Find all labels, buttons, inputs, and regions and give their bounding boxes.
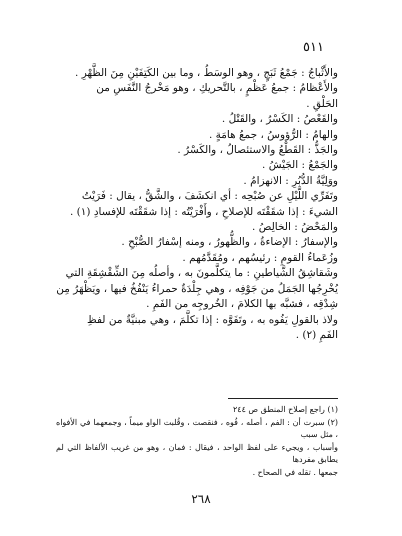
text-line: يُخْرِجُها الجَمَلُ من جَوْفِه ، وهي جِلْدَةٌ حمراءُ يَنْفُخُ فيها ، ويَظْهَرُ مِن — [56, 282, 338, 295]
text-line: والإسفارُ : الإضاءةُ ، والظُّهورُ ، ومنه إسْفارُ الصُّبْحِ . — [121, 236, 338, 249]
footnote-line: (٢) سبرت أن : الفم ، أصله ، فُوه ، فنقصت ، وقُلبت الواو ميماً ، وجمعهما في الأفواه ، مثل سبب — [56, 417, 338, 439]
footnote-line: جمعها . تقله في الصحاح . — [252, 467, 338, 477]
text-line: والأَثْباجُ : جَمْعُ ثَبَجٍ ، وهو الوسَطُ ، وما بين الكَتِفَيْنِ مِنَ الظَّهْرِ . — [75, 67, 338, 79]
text-line: والمَحْضُ : الخالِصُ . — [252, 221, 338, 234]
footnote-line: (١) راجع إصلاح المنطق ص ٢٤٤ — [233, 405, 338, 414]
text-line: والأَعْظامُ : جمعُ عَظْمٍ ، بالتَّحريكِ ، وهو مَخْرجُ النَّفَسِ من — [96, 82, 338, 95]
text-line: الفَمِ (٢) . — [295, 328, 338, 341]
text-line: والهامُ : الرُّؤوسُ ، جمعُ هامَةٍ . — [208, 128, 338, 141]
main-text-body — [56, 66, 338, 343]
text-line: والجَذُّ : القَطْعُ والاستئصالُ ، والكَسْرُ . — [177, 144, 338, 157]
text-line: ولاذ بالقولِ يَفُوه به ، وتَفَوَّه : إذا تكلَّمَ ، وهي مبنيَّةٌ من لفظِ — [87, 313, 338, 326]
text-line: شِدْقِه ، فشبَّه بها الكلامَ ، الخُروجِه من الفَمِ . — [146, 298, 338, 311]
text-line: الشيءَ : إذا شقَقْتَه للإصلاحِ ، وأَفْرَيْتُه : إذا شقَقْتَه للإفسادِ (١) . — [70, 205, 338, 218]
footnote-line: وأسباب ، ويجيء على لفظ الواحد ، فيقال : فمان ، وهو من غريب الألفاظ التي لم يطابق مفردها — [56, 442, 338, 464]
footnotes — [56, 404, 338, 479]
text-line: وتَفَرِّي اللَّيْلِ عن صُبْحِه : أي انكشَفَ ، والشَّقُّ ، يقال : فَرَيْتُ — [81, 190, 338, 203]
text-line: وزُعَماءُ القومِ : رئيسُهم ، ومُقَدَّمُهم . — [182, 251, 338, 264]
text-line: الحَلْقِ . — [306, 97, 338, 110]
text-line: وشَقاشِقُ الشَّياطينِ : ما يتكلَّمونَ به ، وأصلُه مِنَ الشِّقْشِقَةِ التي — [65, 267, 338, 280]
header-page-number: ٥١١ — [303, 40, 324, 55]
text-line: والقَعْصُ : الكَسْرُ ، والقَتْلُ . — [221, 113, 338, 126]
text-line: ووَلِيَّةُ الدُّبُرِ : الانهزامُ . — [243, 174, 338, 187]
footer-page-number: ٢٦٨ — [191, 492, 211, 506]
footnote-divider — [228, 398, 338, 399]
text-line: والجَمْعُ : الجَيْشُ . — [262, 159, 338, 172]
